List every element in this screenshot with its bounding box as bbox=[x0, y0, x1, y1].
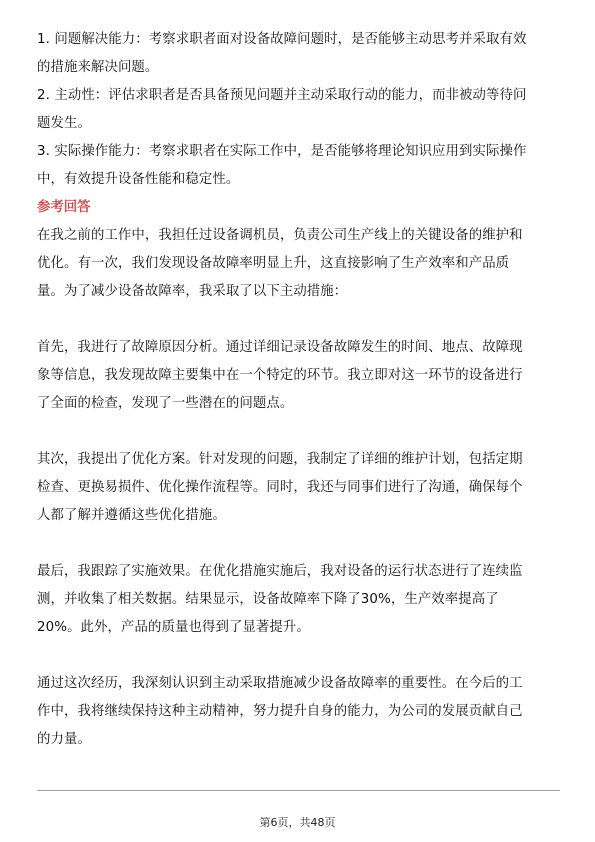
answer-paragraph-third: 最后，我跟踪了实施效果。在优化措施实施后，我对设备的运行状态进行了连续监 测，并收集了相关数据。结果显示，设备故障率下降了30%，生产效率提高了 20%。此外，产品的质量也得到了显著提升。 bbox=[37, 564, 523, 635]
footer-divider bbox=[37, 790, 560, 791]
section-heading-reference-answer: 参考回答 bbox=[37, 200, 91, 215]
answer-paragraph-conclusion: 通过这次经历，我深刻认识到主动采取措施减少设备故障率的重要性。在今后的工 作中，我将继续保持这种主动精神，努力提升自身的能力，为公司的发展贡献自己 的力量。 bbox=[37, 676, 523, 747]
criterion-problem-solving: 1. 问题解决能力：考察求职者面对设备故障问题时，是否能够主动思考并采取有效 的措施来解决问题。 bbox=[37, 32, 527, 75]
document-body bbox=[37, 26, 560, 754]
criterion-practical-skill: 3. 实际操作能力：考察求职者在实际工作中，是否能够将理论知识应用到实际操作 中，有效提升设备性能和稳定性。 bbox=[37, 144, 527, 187]
criterion-initiative: 2. 主动性：评估求职者是否具备预见问题并主动采取行动的能力，而非被动等待问 题发生。 bbox=[37, 88, 527, 131]
paragraph-gap bbox=[37, 306, 560, 334]
paragraph-gap bbox=[37, 642, 560, 670]
answer-paragraph-first: 首先，我进行了故障原因分析。通过详细记录设备故障发生的时间、地点、故障现 象等信息，我发现故障主要集中在一个特定的环节。我立即对这一环节的设备进行 了全面的检查，发现了一些潜在的问题点。 bbox=[37, 340, 523, 411]
answer-paragraph-intro: 在我之前的工作中，我担任过设备调机员，负责公司生产线上的关键设备的维护和 优化。有一次，我们发现设备故障率明显上升，这直接影响了生产效率和产品质 量。为了减少设备故障率，我采取了以下主动措施： bbox=[37, 228, 523, 299]
answer-paragraph-second: 其次，我提出了优化方案。针对发现的问题，我制定了详细的维护计划，包括定期 检查、更换易损件、优化操作流程等。同时，我还与同事们进行了沟通，确保每个 人都了解并遵循这些优化措施。 bbox=[37, 452, 523, 523]
page-number: 第6页，共48页 bbox=[259, 816, 336, 829]
paragraph-gap bbox=[37, 530, 560, 558]
paragraph-gap bbox=[37, 418, 560, 446]
